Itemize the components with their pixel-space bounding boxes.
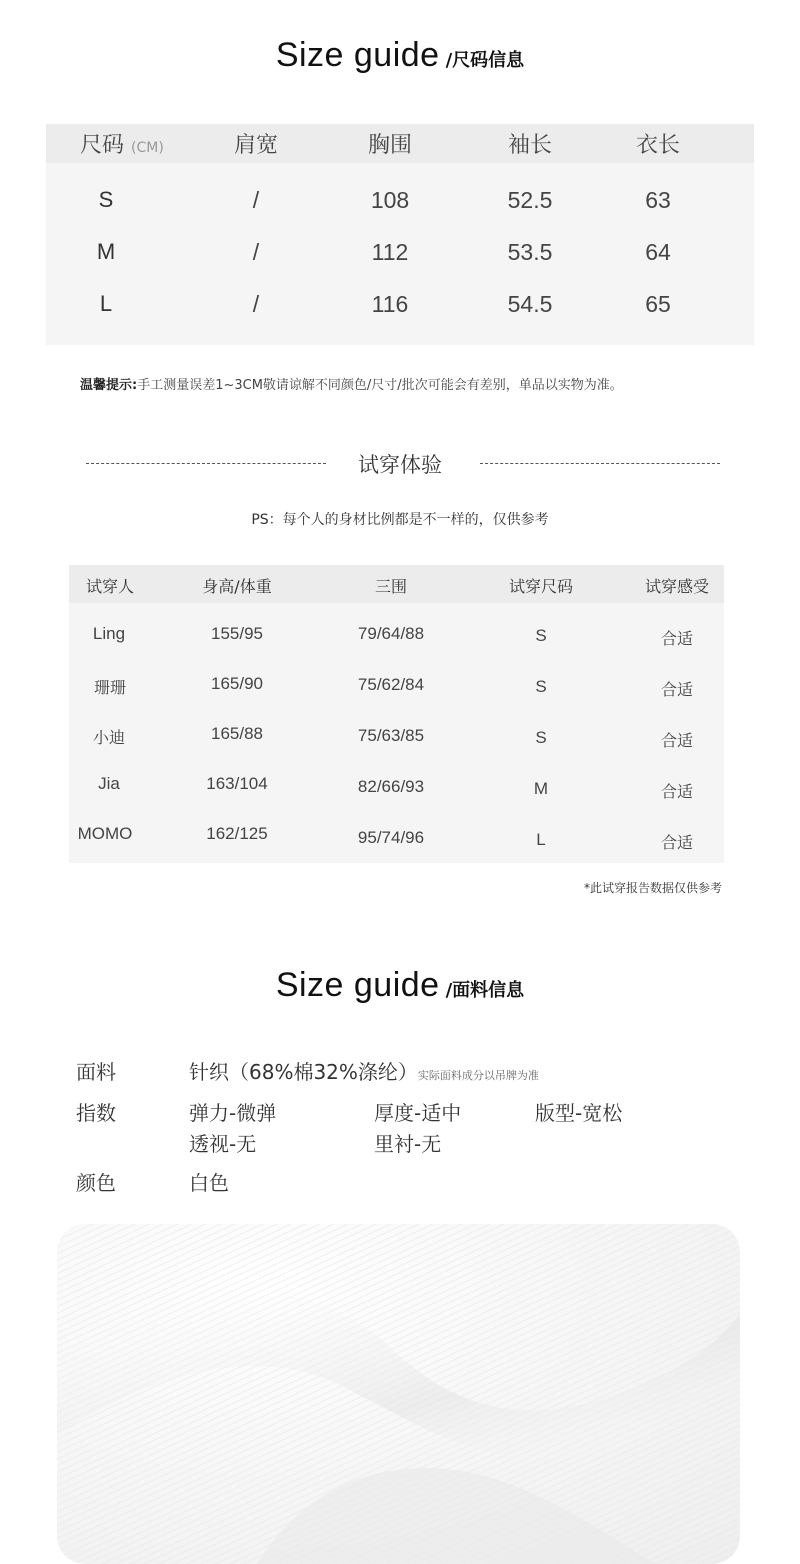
- fabric-texture: [57, 1224, 740, 1564]
- table-cell: 52.5: [507, 187, 553, 213]
- table-cell: 合适: [660, 833, 693, 852]
- tester-name: 珊珊: [93, 678, 126, 697]
- header-feeling: 试穿感受: [644, 577, 709, 596]
- table-cell: 112: [371, 239, 409, 265]
- index-thickness: 厚度-适中: [374, 1101, 462, 1125]
- size-guide-title: [0, 36, 800, 75]
- size-table: [46, 124, 754, 345]
- table-cell: 75/63/85: [357, 726, 425, 745]
- tester-name: 小迪: [92, 728, 125, 747]
- title-sub: /面料信息: [445, 980, 525, 1001]
- table-cell: 63: [645, 187, 671, 213]
- title-sub: /尺码信息: [445, 50, 525, 71]
- table-cell: S: [535, 728, 547, 747]
- table-cell: 75/62/84: [357, 675, 425, 694]
- index-lining: 里衬-无: [374, 1132, 442, 1156]
- tip-body: 手工测量误差1~3CM敬请谅解不同颜色/尺寸/批次可能会有差别，单品以实物为准。: [137, 378, 623, 393]
- header-try-size: 试穿尺码: [508, 577, 573, 596]
- header-sleeve: 袖长: [507, 133, 552, 158]
- tester-name: MOMO: [77, 824, 133, 843]
- try-on-title: 试穿体验: [358, 453, 442, 477]
- header-tester: 试穿人: [85, 577, 134, 596]
- index-label: 指数: [76, 1101, 116, 1125]
- table-cell: 54.5: [507, 291, 553, 317]
- tester-name: Jia: [98, 774, 120, 793]
- material-text: 针织（68%棉32%涤纶）: [189, 1060, 418, 1084]
- fabric-photo: [57, 1224, 740, 1564]
- table-cell: 53.5: [507, 239, 553, 265]
- header-length: 衣长: [635, 133, 680, 158]
- try-on-note: *此试穿报告数据仅供参考: [583, 881, 722, 895]
- header-measurements: 三围: [374, 577, 407, 596]
- table-cell: 合适: [660, 680, 693, 699]
- material-value: [189, 1056, 539, 1085]
- table-cell: 64: [645, 239, 671, 265]
- table-cell: L: [99, 291, 113, 316]
- header-chest: 胸围: [367, 133, 412, 158]
- header-shoulder: 肩宽: [233, 133, 278, 158]
- table-cell: /: [252, 187, 260, 213]
- table-cell: 165/88: [211, 724, 263, 743]
- table-cell: 82/66/93: [357, 777, 425, 796]
- table-cell: S: [535, 626, 547, 645]
- color-label: 颜色: [76, 1171, 116, 1195]
- tip-label: 温馨提示:: [80, 378, 138, 393]
- table-cell: L: [536, 830, 546, 849]
- table-cell: 79/64/88: [357, 624, 425, 643]
- table-cell: 155/95: [211, 624, 263, 643]
- table-cell: 165/90: [211, 674, 263, 693]
- table-cell: 108: [370, 187, 410, 213]
- title-main: Size guide: [275, 36, 440, 74]
- table-cell: 合适: [660, 731, 693, 750]
- index-elasticity: 弹力-微弹: [189, 1101, 277, 1125]
- table-cell: /: [252, 291, 260, 317]
- title-main: Size guide: [275, 966, 440, 1004]
- header-size-label: 尺码: [80, 133, 125, 158]
- unit-label: (CM): [131, 140, 164, 156]
- table-cell: 95/74/96: [357, 828, 425, 847]
- fabric-guide-title: [0, 966, 800, 1005]
- table-cell: 合适: [660, 629, 693, 648]
- table-cell: 162/125: [206, 824, 268, 843]
- index-fit: 版型-宽松: [535, 1101, 623, 1125]
- material-label: 面料: [76, 1060, 116, 1084]
- table-cell: 116: [371, 291, 409, 317]
- table-cell: 65: [645, 291, 671, 317]
- tester-name: Ling: [92, 624, 126, 643]
- table-cell: S: [535, 677, 547, 696]
- table-cell: 合适: [660, 782, 693, 801]
- tip-text: [80, 374, 623, 393]
- material-note: 实际面料成分以吊牌为准: [417, 1069, 539, 1082]
- header-size: [80, 128, 164, 159]
- table-cell: 163/104: [206, 774, 268, 793]
- color-value: 白色: [189, 1171, 229, 1195]
- table-cell: S: [98, 187, 114, 212]
- index-transparency: 透视-无: [189, 1132, 257, 1156]
- try-on-ps: PS：每个人的身材比例都是不一样的，仅供参考: [251, 512, 549, 528]
- header-height-weight: 身高/体重: [202, 577, 272, 596]
- table-cell: M: [533, 779, 549, 798]
- try-on-table: [69, 565, 724, 863]
- table-cell: /: [252, 239, 260, 265]
- table-cell: M: [96, 239, 116, 264]
